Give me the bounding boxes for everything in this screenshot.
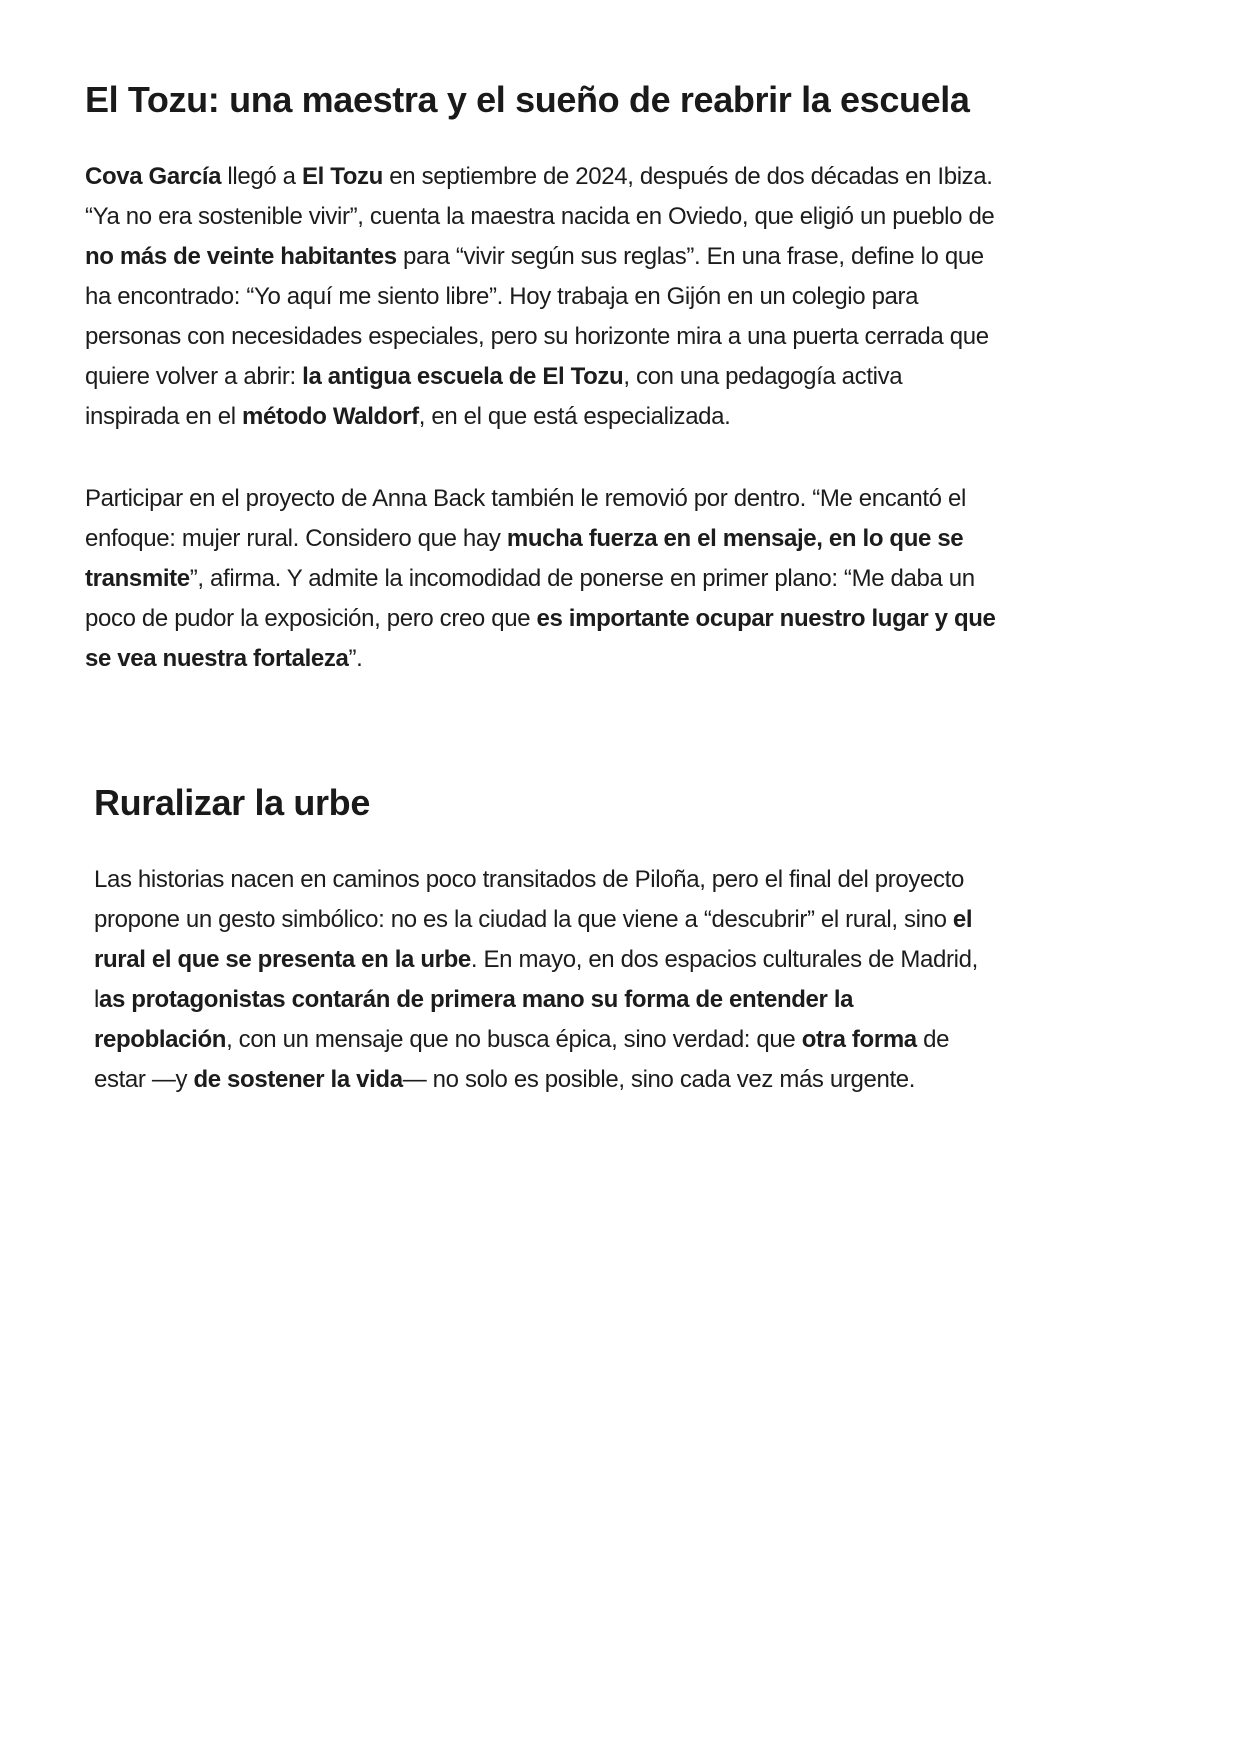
text-run: para “vivir según sus reglas”. En una frase, define lo que ha encontrado: “Yo aquí me siento libre”. Hoy trabaja en Gijón en un colegio para personas con necesidades especiales, pero su horizonte mira a una puerta cerrada que quiere volver a abrir:	[85, 243, 989, 390]
bold-text-run: as protagonistas contarán de primera mano su forma de entender la repoblación	[94, 986, 854, 1053]
text-run: , en el que está especializada.	[418, 403, 731, 430]
text-run: ”, afirma. Y admite la incomodidad de ponerse en primer plano: “Me daba un poco de pudor la exposición, pero creo que	[85, 565, 975, 632]
bold-text-run: no más de veinte habitantes	[85, 243, 397, 270]
text-run: Participar en el proyecto de Anna Back también le removió por dentro. “Me encantó el enfoque: mujer rural. Considero que hay	[85, 485, 966, 552]
text-run: , con una pedagogía activa inspirada en el	[85, 363, 903, 430]
paragraph	[85, 157, 997, 437]
bold-text-run: El Tozu	[301, 163, 383, 190]
text-run: Las historias nacen en caminos poco transitados de Piloña, pero el final del proyecto propone un gesto simbólico: no es la ciudad la que viene a “descubrir” el rural, sino	[94, 866, 964, 933]
text-run: en septiembre de 2024, después de dos décadas en Ibiza. “Ya no era sostenible vivir”, cuenta la maestra nacida en Oviedo, que eligió un pueblo de	[85, 163, 995, 230]
paragraph	[85, 479, 997, 679]
bold-text-run: mucha fuerza en el mensaje, en lo que se transmite	[85, 525, 964, 592]
text-run: — no solo es posible, sino cada vez más urgente.	[402, 1066, 916, 1093]
text-run: , con un mensaje que no busca épica, sino verdad: que	[226, 1026, 802, 1053]
paragraph	[94, 860, 997, 1100]
bold-text-run: el rural el que se presenta en la urbe	[94, 906, 973, 973]
bold-text-run: método Waldorf	[242, 403, 419, 430]
text-run: llegó a	[221, 163, 302, 190]
bold-text-run: es importante ocupar nuestro lugar y que se vea nuestra fortaleza	[85, 605, 996, 672]
article	[85, 76, 997, 1100]
text-run: ”.	[348, 645, 363, 672]
bold-text-run: otra forma	[801, 1026, 917, 1053]
section-ruralizar-la-urbe	[85, 779, 997, 1100]
bold-text-run: la antigua escuela de El Tozu	[302, 363, 624, 390]
bold-text-run: Cova García	[85, 163, 222, 190]
section-heading: El Tozu: una maestra y el sueño de reabrir la escuela	[85, 79, 970, 120]
section-heading: Ruralizar la urbe	[94, 782, 370, 823]
text-run: de estar —y	[94, 1026, 950, 1093]
section-el-tozu	[85, 76, 997, 679]
bold-text-run: de sostener la vida	[193, 1066, 403, 1093]
text-run: . En mayo, en dos espacios culturales de Madrid, l	[94, 946, 978, 1013]
